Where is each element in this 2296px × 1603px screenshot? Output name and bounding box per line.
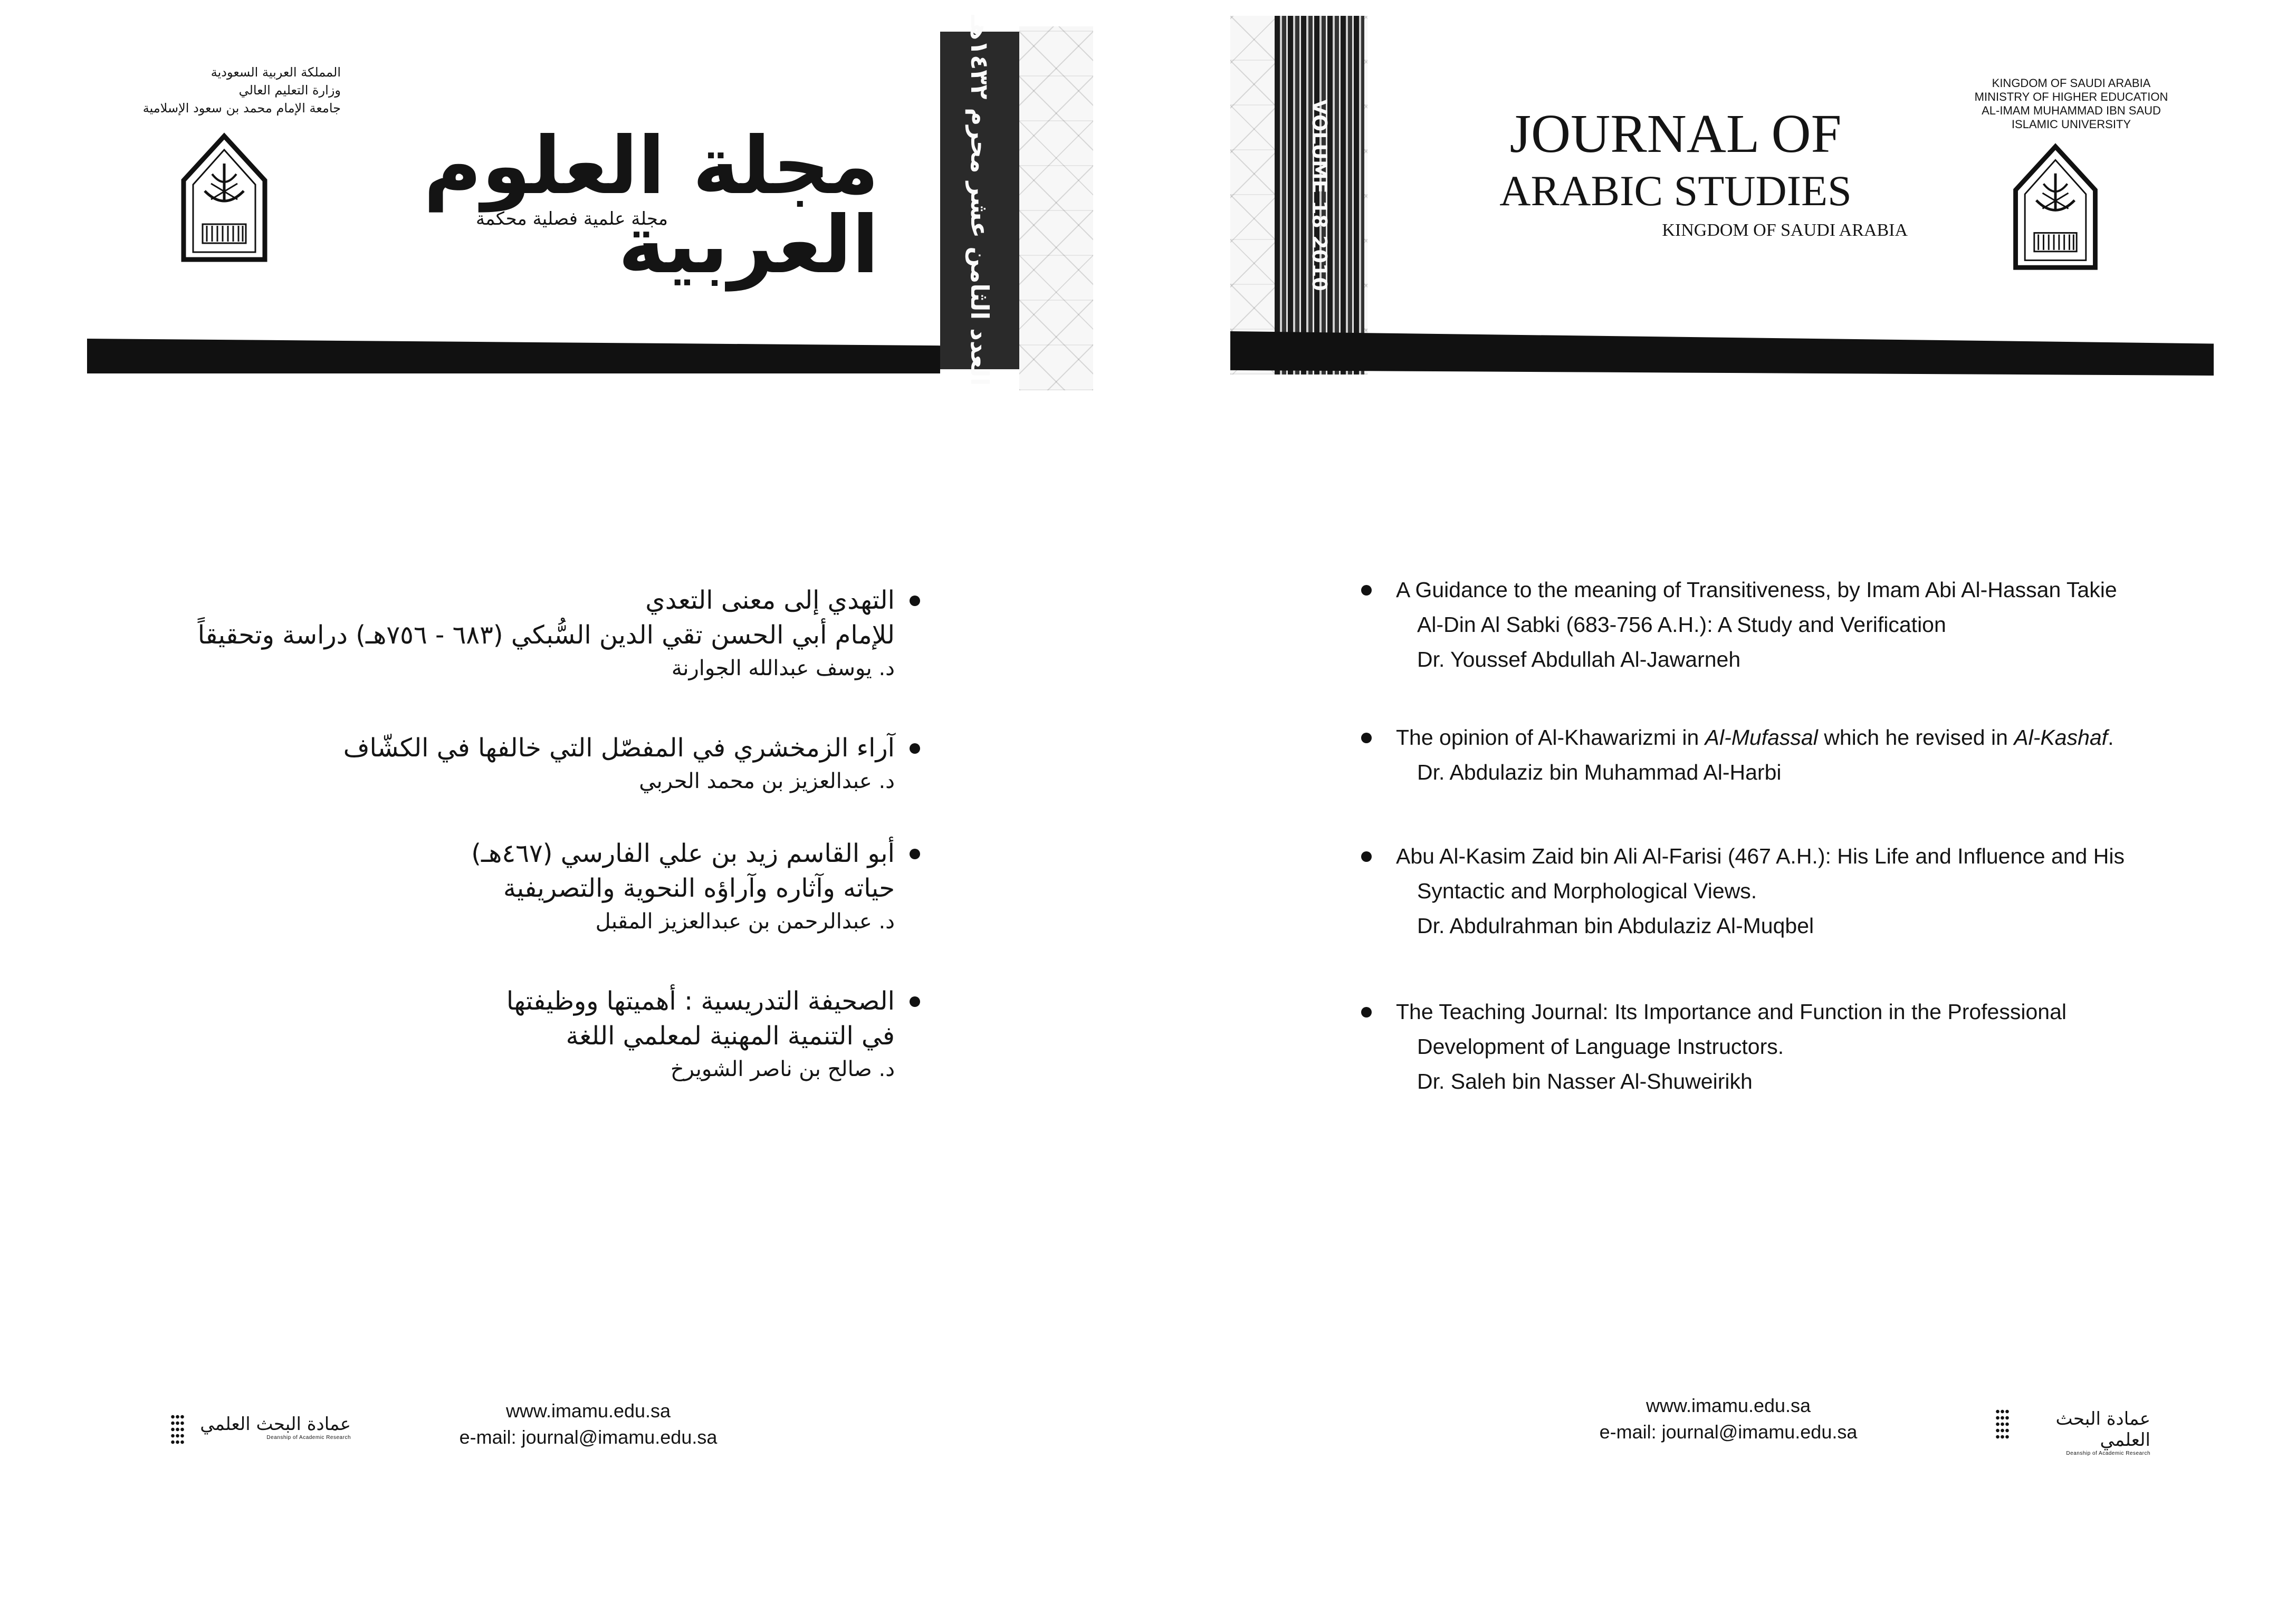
spine-strip — [1275, 16, 1364, 375]
deanship-dots-icon — [1995, 1408, 2009, 1440]
bullet-icon — [910, 996, 920, 1007]
spine-text-en: VOLUME 18 2010 — [1308, 99, 1331, 291]
english-cover-page — [1148, 0, 2296, 1603]
article-list-en — [1396, 572, 2219, 1126]
spine-strip — [940, 15, 1019, 386]
list-item: آراء الزمخشري في المفصّل التي خالفها في الكشّاف د. عبدالعزيز بن محمد الحربي — [343, 731, 895, 797]
list-item: The Teaching Journal: Its Importance and Function in the Professional Development of Language Instructors. Dr. Saleh bin Nasser Al-Shuweirikh — [1396, 994, 2067, 1099]
arabesque-pattern — [1019, 26, 1093, 390]
footer-contact — [1581, 1393, 1876, 1445]
website-link[interactable]: www.imamu.edu.sa — [1646, 1395, 1811, 1416]
bullet-icon — [1361, 733, 1372, 743]
bullet-icon — [1361, 1007, 1372, 1018]
university-emblem-icon — [179, 132, 269, 264]
institution-line: وزارة التعليم العالي — [238, 83, 341, 98]
institution-line: MINISTRY OF HIGHER EDUCATION — [1974, 90, 2168, 103]
bullet-icon — [910, 849, 920, 859]
email-link[interactable]: e-mail: journal@imamu.edu.sa — [1599, 1421, 1858, 1443]
institution-line: ISLAMIC UNIVERSITY — [2011, 118, 2131, 131]
deanship-logo: عمادة البحث العلمي Deanship of Academic Research — [2003, 1408, 2150, 1456]
institution-line: المملكة العربية السعودية — [211, 65, 341, 80]
bullet-icon — [910, 743, 920, 754]
footer-contact — [441, 1398, 736, 1451]
institution-block-en — [1950, 76, 2193, 131]
bullet-icon — [1361, 851, 1372, 862]
journal-subtitle-ar: مجلة علمية فصلية محكمة — [475, 208, 668, 229]
institution-line: KINGDOM OF SAUDI ARABIA — [1992, 76, 2151, 90]
bullet-icon — [910, 596, 920, 606]
list-item: التهدي إلى معنى التعدي للإمام أبي الحسن تقي الدين السُّبكي (٦٨٣ - ٧٥٦هـ) دراسة وتحقيقاً د. يوسف عبدالله الجوارنة — [198, 583, 895, 684]
list-item: The opinion of Al-Khawarizmi in Al-Mufassal which he revised in Al-Kashaf. Dr. Abdulaziz bin Muhammad Al-Harbi — [1396, 720, 2113, 790]
deanship-dots-icon — [170, 1414, 184, 1445]
university-emblem-icon — [2008, 142, 2103, 272]
institution-line: AL-IMAM MUHAMMAD IBN SAUD — [1982, 104, 2161, 117]
institution-line: جامعة الإمام محمد بن سعود الإسلامية — [142, 101, 341, 116]
journal-title-en — [1443, 105, 1908, 219]
header-band — [87, 339, 940, 373]
journal-subtitle-en: KINGDOM OF SAUDI ARABIA — [1662, 220, 1908, 240]
institution-block-ar — [66, 63, 341, 117]
list-item: الصحيفة التدريسية : أهميتها ووظيفتها في التنمية المهنية لمعلمي اللغة د. صالح بن ناصر الشويرخ — [506, 984, 895, 1085]
spine-text-ar: العدد الثامن عشر محرم ١٤٣٢هـ — [965, 15, 994, 386]
journal-title-line: ARABIC STUDIES — [1499, 167, 1852, 215]
journal-title-ar: مجلة العلوم العربية — [423, 120, 879, 291]
website-link[interactable]: www.imamu.edu.sa — [505, 1400, 671, 1422]
list-item: A Guidance to the meaning of Transitiveness, by Imam Abi Al-Hassan Takie Al-Din Al Sabki (683-756 A.H.): A Study and Verification Dr. Youssef Abdullah Al-Jawarneh — [1396, 572, 2117, 677]
email-link[interactable]: e-mail: journal@imamu.edu.sa — [459, 1426, 718, 1448]
list-item: أبو القاسم زيد بن علي الفارسي (٤٦٧هـ) حياته وآثاره وآراؤه النحوية والتصريفية د. عبدالرحمن بن عبدالعزيز المقبل — [471, 836, 895, 937]
deanship-logo: عمادة البحث العلمي Deanship of Academic Research — [177, 1414, 351, 1441]
header-band — [1230, 331, 2214, 376]
journal-title-line: JOURNAL OF — [1509, 103, 1842, 164]
article-list-ar — [156, 583, 895, 1137]
bullet-icon — [1361, 585, 1372, 596]
list-item: Abu Al-Kasim Zaid bin Ali Al-Farisi (467 A.H.): His Life and Influence and His Syntactic and Morphological Views. Dr. Abdulrahman bin Abdulaziz Al-Muqbel — [1396, 839, 2125, 943]
